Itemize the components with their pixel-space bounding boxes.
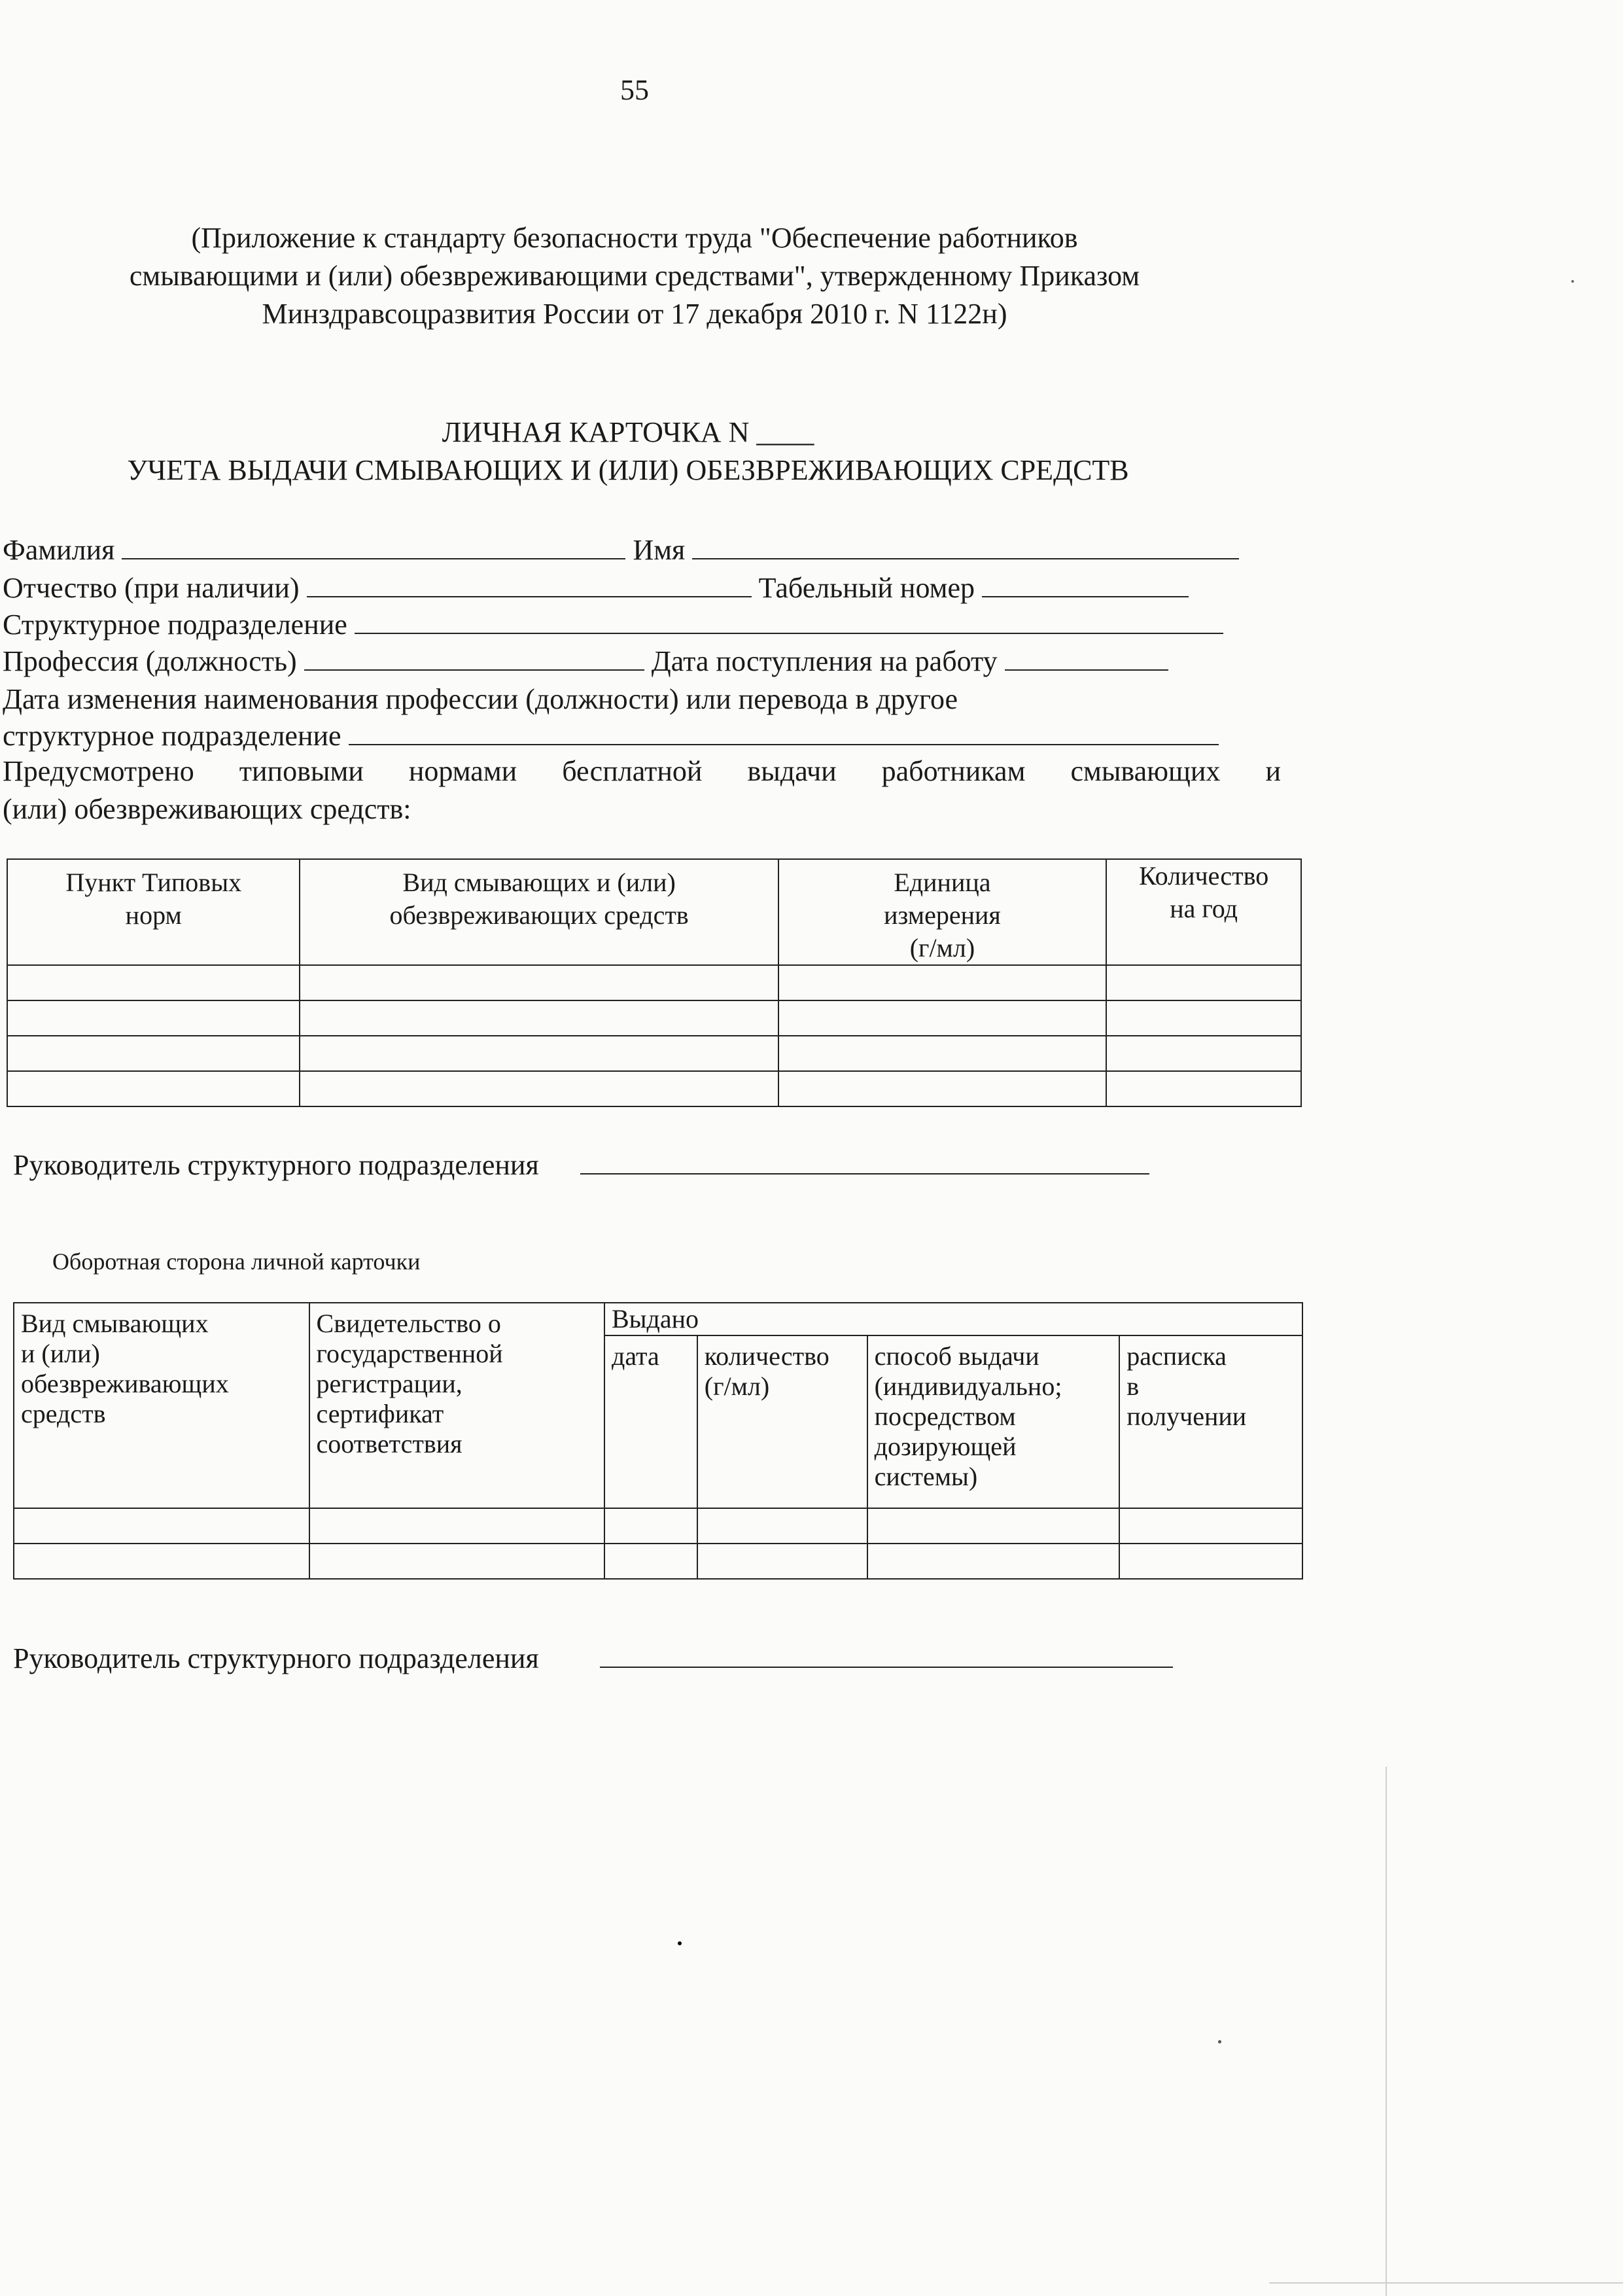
norms-col-unit: Единица измерения (г/мл) <box>778 859 1106 965</box>
table-cell[interactable] <box>7 965 300 1000</box>
table-cell[interactable] <box>778 1036 1106 1071</box>
page-number: 55 <box>620 74 649 106</box>
hire-date-label: Дата поступления на работу <box>651 645 998 677</box>
name-label: Имя <box>633 534 686 566</box>
norms-col-kind: Вид смывающих и (или) обезвреживающих средств <box>300 859 778 965</box>
change-row-2 <box>3 717 1219 755</box>
table-cell[interactable] <box>778 965 1106 1000</box>
signature-field-2[interactable] <box>600 1640 1173 1668</box>
scan-speck <box>678 1941 682 1945</box>
reverse-side-title: Оборотная сторона личной карточки <box>52 1248 421 1275</box>
profession-row <box>3 643 1168 680</box>
table-cell[interactable] <box>604 1544 697 1579</box>
signature-row-1 <box>13 1146 1149 1184</box>
issue-col-method: способ выдачи (индивидуально; посредством дозирующей системы) <box>867 1335 1120 1508</box>
issue-col-date: дата <box>604 1335 697 1508</box>
table-cell[interactable] <box>300 1071 778 1106</box>
provided-line-2: (или) обезвреживающих средств: <box>3 793 411 825</box>
norms-col-qty: Количество на год <box>1106 859 1301 965</box>
page-edge-shadow <box>1386 1767 1387 2296</box>
appendix-line-1: (Приложение к стандарту безопасности труда "Обеспечение работников <box>191 222 1078 254</box>
table-cell[interactable] <box>300 1036 778 1071</box>
table-cell[interactable] <box>1119 1508 1302 1544</box>
table-row <box>7 965 1301 1000</box>
personnel-number-field[interactable] <box>982 570 1189 597</box>
patronymic-row <box>3 569 1189 607</box>
norms-table <box>7 858 1302 1107</box>
scan-speck <box>1218 2040 1221 2043</box>
department-field[interactable] <box>355 607 1223 634</box>
issue-header-row <box>14 1303 1302 1335</box>
issue-col-qty: количество (г/мл) <box>697 1335 867 1508</box>
table-row <box>7 1036 1301 1071</box>
table-cell[interactable] <box>1106 965 1301 1000</box>
table-row <box>7 1000 1301 1036</box>
card-title-line-2: УЧЕТА ВЫДАЧИ СМЫВАЮЩИХ И (ИЛИ) ОБЕЗВРЕЖИВАЮЩИХ СРЕДСТВ <box>127 454 1129 486</box>
table-cell[interactable] <box>14 1508 309 1544</box>
profession-label: Профессия (должность) <box>3 645 297 677</box>
surname-row <box>3 531 1239 569</box>
card-title-line-1: ЛИЧНАЯ КАРТОЧКА N ____ <box>442 416 814 448</box>
appendix-line-2: смывающими и (или) обезвреживающими средствами", утвержденному Приказом <box>129 260 1140 292</box>
table-cell[interactable] <box>867 1508 1120 1544</box>
name-field[interactable] <box>692 532 1239 559</box>
scan-speck <box>1571 280 1574 283</box>
table-cell[interactable] <box>778 1071 1106 1106</box>
norms-col-item: Пункт Типовых норм <box>7 859 300 965</box>
hire-date-field[interactable] <box>1005 643 1168 671</box>
profession-field[interactable] <box>304 643 644 671</box>
appendix-note <box>46 219 1223 333</box>
table-cell[interactable] <box>14 1544 309 1579</box>
table-cell[interactable] <box>7 1000 300 1036</box>
table-cell[interactable] <box>697 1544 867 1579</box>
signature-label-2: Руководитель структурного подразделения <box>13 1642 539 1674</box>
change-label: Дата изменения наименования профессии (должности) или перевода в другое <box>3 683 958 715</box>
table-row <box>7 1071 1301 1106</box>
provided-line-1: Предусмотрено типовыми нормами бесплатной выдачи работникам смывающих и <box>3 755 1281 787</box>
table-cell[interactable] <box>309 1508 604 1544</box>
surname-label: Фамилия <box>3 534 115 566</box>
change-department-field[interactable] <box>349 718 1219 745</box>
personnel-number-label: Табельный номер <box>758 572 975 604</box>
issue-col-kind: Вид смывающих и (или) обезвреживающих средств <box>14 1303 309 1508</box>
table-cell[interactable] <box>300 1000 778 1036</box>
change-row-1 <box>3 680 958 718</box>
issue-col-certificate: Свидетельство о государственной регистрации, сертификат соответствия <box>309 1303 604 1508</box>
card-title <box>26 414 1230 489</box>
table-cell[interactable] <box>697 1508 867 1544</box>
norms-header-row <box>7 859 1301 965</box>
table-cell[interactable] <box>300 965 778 1000</box>
table-row <box>14 1508 1302 1544</box>
patronymic-label: Отчество (при наличии) <box>3 572 300 604</box>
patronymic-field[interactable] <box>307 570 752 597</box>
department-row <box>3 606 1223 644</box>
department-label: Структурное подразделение <box>3 609 347 641</box>
signature-field-1[interactable] <box>580 1147 1149 1174</box>
change-department-label: структурное подразделение <box>3 720 341 752</box>
table-cell[interactable] <box>1119 1544 1302 1579</box>
table-cell[interactable] <box>867 1544 1120 1579</box>
signature-row-2 <box>13 1640 1173 1678</box>
issue-col-receipt: расписка в получении <box>1119 1335 1302 1508</box>
table-cell[interactable] <box>7 1071 300 1106</box>
table-cell[interactable] <box>1106 1000 1301 1036</box>
issue-table <box>13 1302 1303 1580</box>
page-edge-shadow <box>1269 2282 1623 2284</box>
table-row <box>14 1544 1302 1579</box>
appendix-line-3: Минздравсоцразвития России от 17 декабря 2010 г. N 1122н) <box>262 298 1007 330</box>
table-cell[interactable] <box>309 1544 604 1579</box>
table-cell[interactable] <box>778 1000 1106 1036</box>
issue-col-issued: Выдано <box>604 1303 1302 1335</box>
table-cell[interactable] <box>7 1036 300 1071</box>
table-cell[interactable] <box>604 1508 697 1544</box>
table-cell[interactable] <box>1106 1036 1301 1071</box>
surname-field[interactable] <box>122 532 625 559</box>
table-cell[interactable] <box>1106 1071 1301 1106</box>
signature-label-1: Руководитель структурного подразделения <box>13 1149 539 1181</box>
